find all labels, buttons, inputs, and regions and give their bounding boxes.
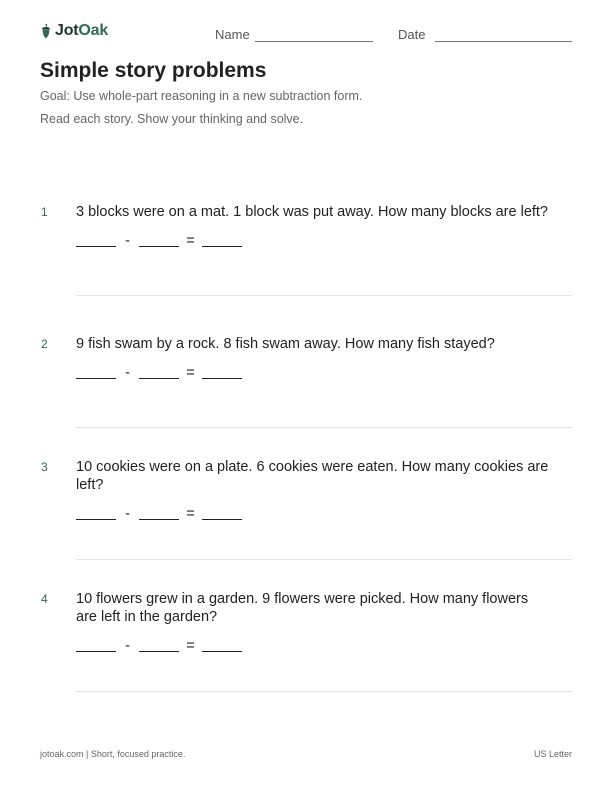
answer-blank[interactable] <box>76 651 116 652</box>
problem-number: 3 <box>41 460 48 474</box>
divider <box>76 559 572 560</box>
minus-sign: - <box>125 365 130 381</box>
answer-blank[interactable] <box>76 378 116 379</box>
instructions-text: Read each story. Show your thinking and solve. <box>40 112 304 126</box>
minus-sign: - <box>125 506 130 522</box>
problem-text: 10 flowers grew in a garden. 9 flowers were picked. How many flowers are left in the garden? <box>76 591 529 625</box>
problem-text: 3 blocks were on a mat. 1 block was put away. How many blocks are left? <box>76 204 549 220</box>
answer-blank[interactable] <box>202 246 242 247</box>
brand-name <box>55 22 108 40</box>
footer-site: jotoak.com | Short, focused practice. <box>40 749 186 759</box>
minus-sign: - <box>125 233 130 249</box>
brand-name-oak: Oak <box>78 22 109 39</box>
answer-blank[interactable] <box>139 246 179 247</box>
problem-number: 4 <box>41 592 48 606</box>
answer-blank[interactable] <box>202 378 242 379</box>
footer-page-size: US Letter <box>533 749 572 759</box>
minus-sign: - <box>125 638 130 654</box>
equals-sign: = <box>186 365 195 381</box>
name-field[interactable] <box>255 41 373 42</box>
goal-text: Goal: Use whole-part reasoning in a new subtraction form. <box>40 89 363 103</box>
problem-number: 2 <box>41 337 48 351</box>
answer-blank[interactable] <box>202 519 242 520</box>
date-field[interactable] <box>435 41 572 42</box>
problem-number: 1 <box>41 205 48 219</box>
problem-text: 10 cookies were on a plate. 6 cookies were eaten. How many cookies are left? <box>76 459 549 493</box>
acorn-icon <box>41 24 51 39</box>
page-header <box>40 20 572 46</box>
name-label: Name <box>215 27 250 42</box>
brand-logo <box>41 22 108 40</box>
equation-row <box>76 233 242 249</box>
equation-row <box>76 506 242 522</box>
brand-name-jot: Jot <box>55 22 79 39</box>
answer-blank[interactable] <box>76 519 116 520</box>
date-label: Date <box>398 27 426 42</box>
equation-row <box>76 365 242 381</box>
answer-blank[interactable] <box>139 519 179 520</box>
divider <box>76 691 572 692</box>
divider <box>76 295 572 296</box>
equals-sign: = <box>186 506 195 522</box>
answer-blank[interactable] <box>76 246 116 247</box>
divider <box>76 427 572 428</box>
page-title: Simple story problems <box>40 59 267 82</box>
problem-text: 9 fish swam by a rock. 8 fish swam away. How many fish stayed? <box>76 336 495 352</box>
equals-sign: = <box>186 233 195 249</box>
answer-blank[interactable] <box>202 651 242 652</box>
answer-blank[interactable] <box>139 651 179 652</box>
equals-sign: = <box>186 638 195 654</box>
answer-blank[interactable] <box>139 378 179 379</box>
equation-row <box>76 638 242 654</box>
